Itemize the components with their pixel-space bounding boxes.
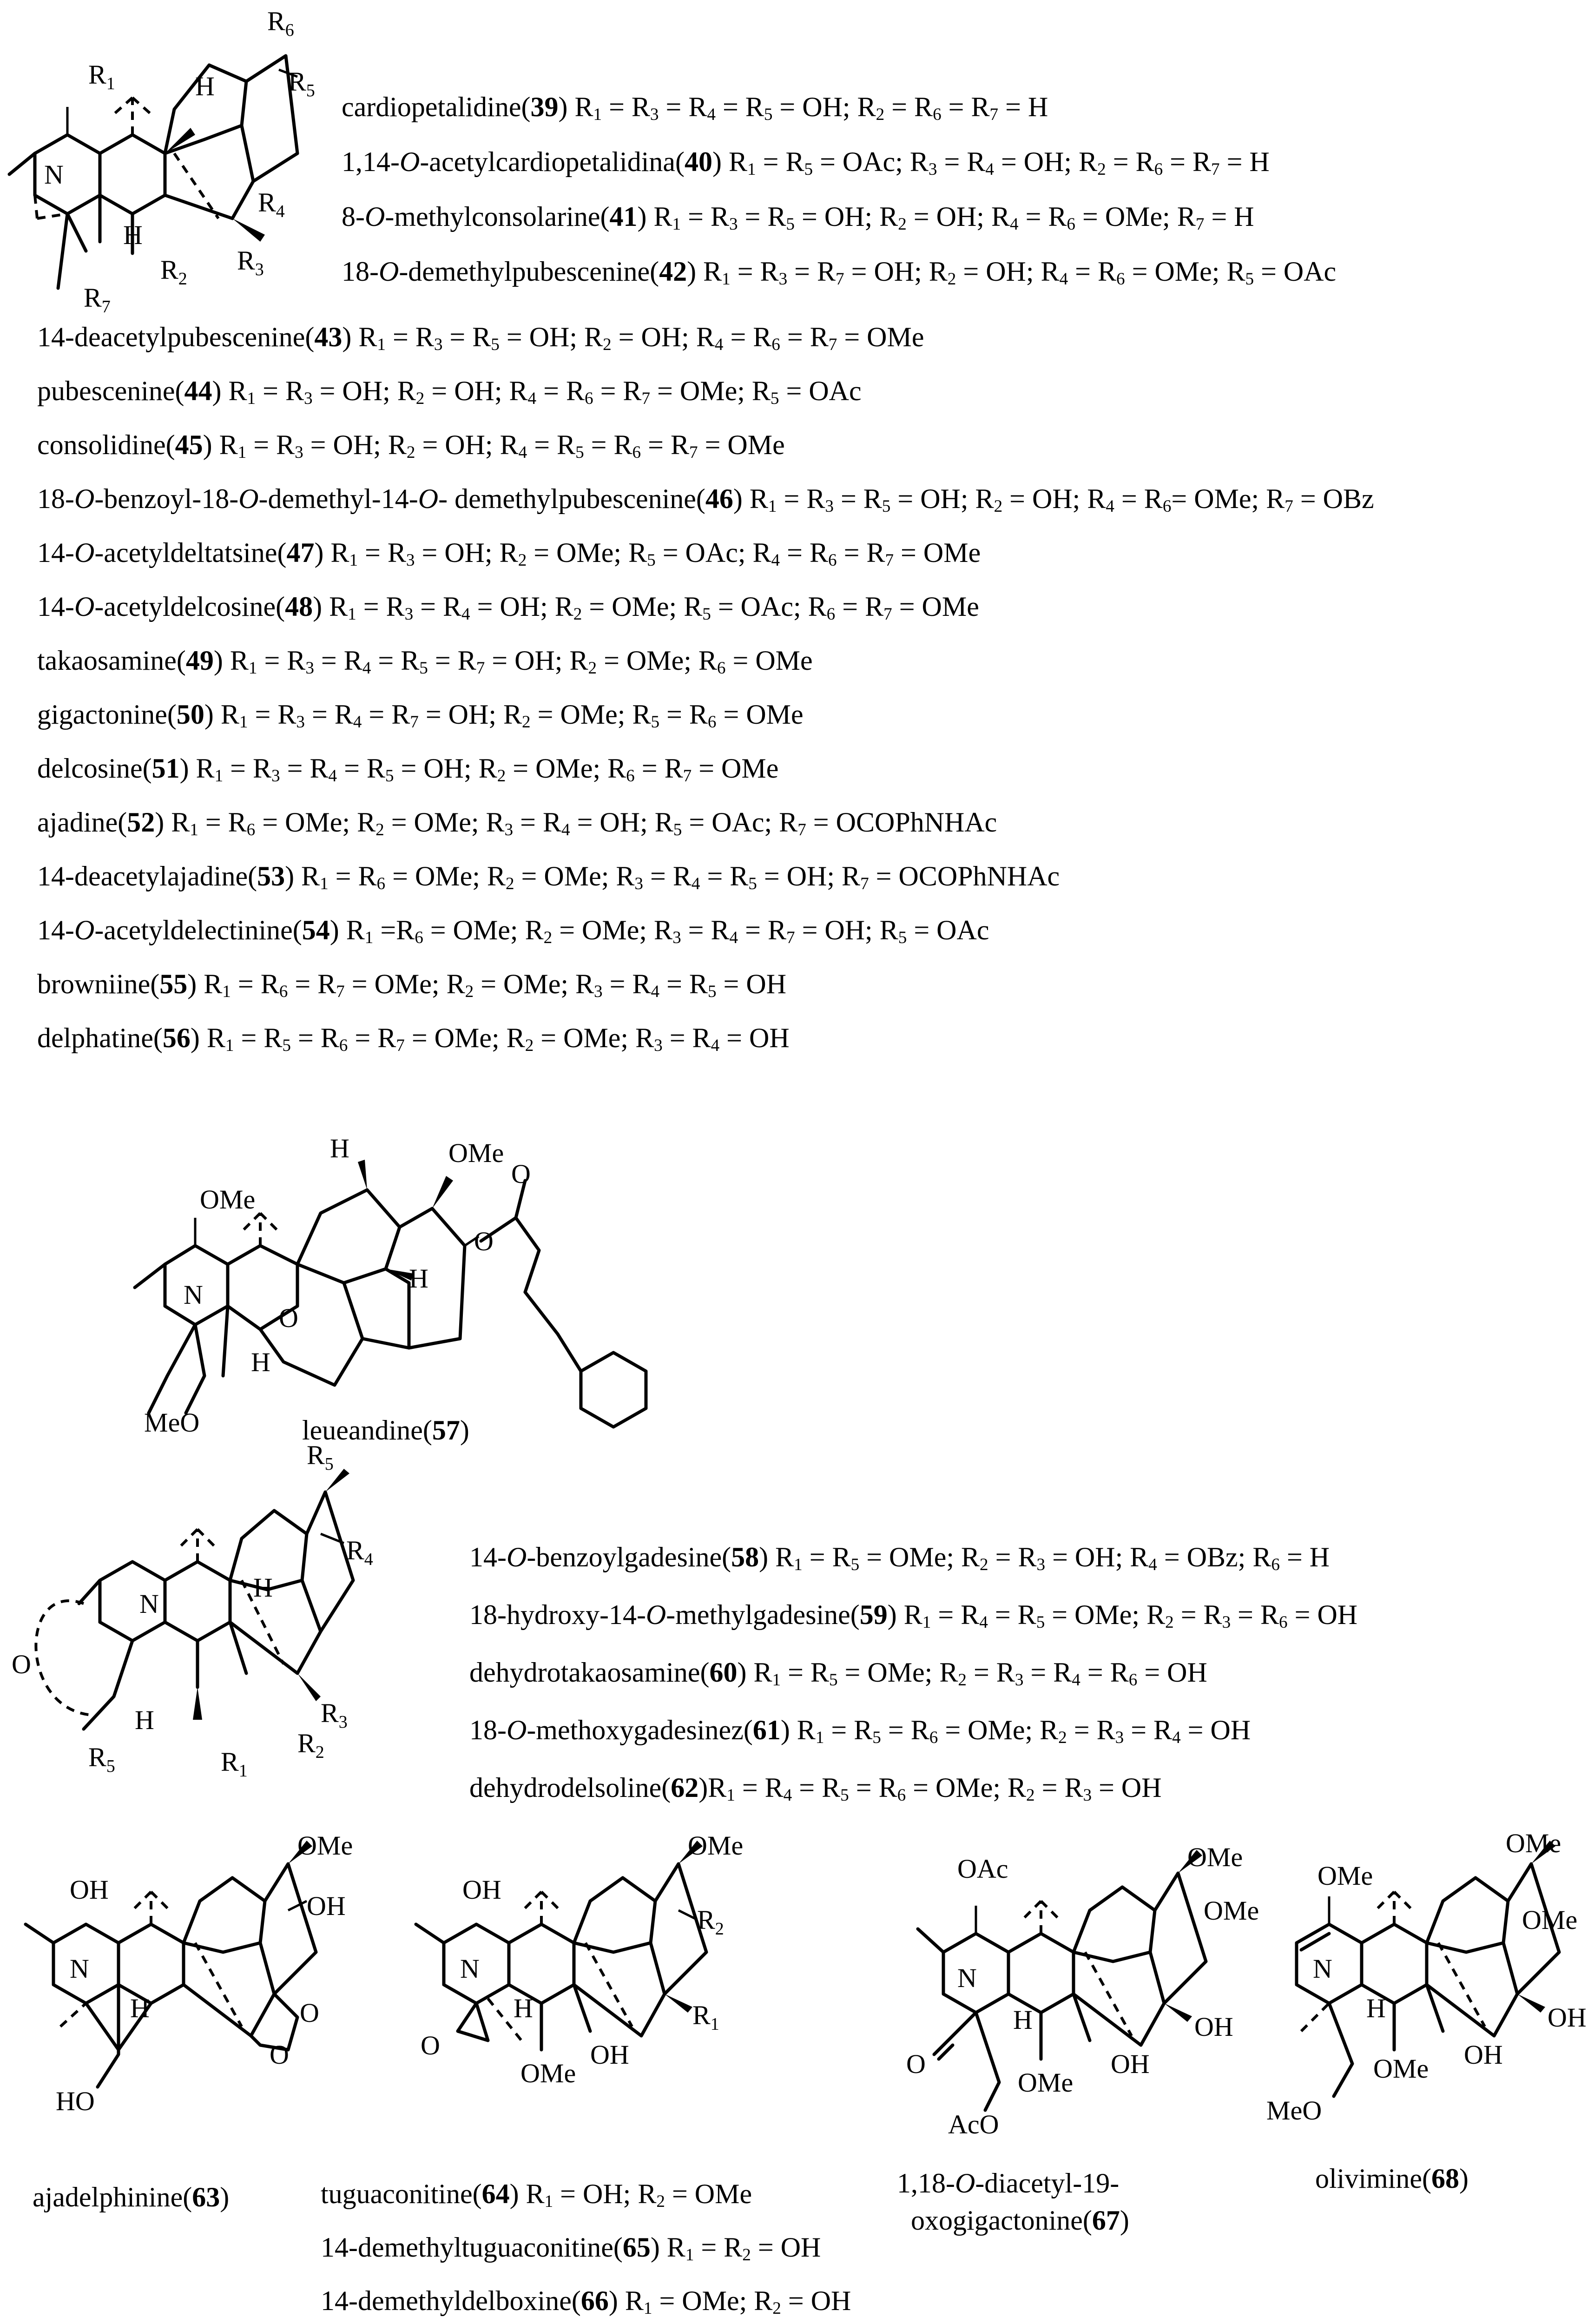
group1-r2-label: $R_2$ <box>160 255 187 289</box>
tuguaconitine-oh2: OH <box>590 2040 629 2070</box>
tuguaconitine-oh: OH <box>462 1875 501 1905</box>
ajadelphinine-o2: O <box>270 2040 289 2070</box>
olivimine-caption: olivimine(68) <box>1315 2163 1469 2194</box>
group1-compound-line: 14-deacetylpubescenine(43) $R_1 = R_3 = R_5$ = OH; $R_2$ = OH; $R_4 = R_6 = R_7$ = OMe <box>37 322 924 355</box>
olivimine-h: H <box>1366 1993 1386 2023</box>
tuguaconitine-n: N <box>460 1954 480 1984</box>
leueandine-ome-left: OMe <box>200 1184 256 1215</box>
diacetyl-ome3: OMe <box>1018 2067 1074 2098</box>
group2-compound-line: dehydrotakaosamine(60) $R_1 = R_5$ = OMe; $R_2 = R_3 = R_4 = R_6$ = OH <box>469 1657 1207 1690</box>
olivimine-ome4: OMe <box>1373 2053 1429 2084</box>
olivimine-n: N <box>1313 1954 1332 1984</box>
group1-r5-label: $R_5$ <box>288 66 315 100</box>
olivimine-ome2: OMe <box>1506 1828 1561 1858</box>
group1-compound-line: consolidine(45) $R_1 = R_3$ = OH; $R_2$ = OH; $R_4 = R_5 = R_6 = R_7$ = OMe <box>37 429 785 462</box>
ajadelphinine-oh2: OH <box>307 1891 346 1921</box>
diacetyl-oac: OAc <box>957 1854 1008 1884</box>
group1-compound-line: cardiopetalidine(39) $R_1 = R_3 = R_4 = R_5$ = OH; $R_2 = R_6 = R_7 = H$ <box>342 92 1048 125</box>
ajadelphinine-ome: OMe <box>297 1830 353 1861</box>
tuguaconitine-h: H <box>514 1993 533 2023</box>
group1-compound-line: ajadine(52) $R_1 = R_6$ = OMe; $R_2$ = OMe; $R_3 = R_4$ = OH; $R_5$ = OAc; $R_7$ = OCOPhNHAc <box>37 807 997 840</box>
olivimine-meo: MeO <box>1266 2095 1322 2126</box>
diacetyl-h: H <box>1013 2005 1033 2035</box>
group1-compound-line: pubescenine(44) $R_1 = R_3$ = OH; $R_2$ = OH; $R_4 = R_6 = R_7$ = OMe; $R_5$ = OAc <box>37 376 862 409</box>
diacetyl-n: N <box>957 1963 977 1993</box>
tuguaconitine-r2: $R_2$ <box>697 1905 724 1939</box>
diacetyl-caption-line1: 1,18-O-diacetyl-19- <box>897 2168 1120 2199</box>
diacetyl-ome1: OMe <box>1187 1842 1243 1872</box>
group2-compound-line: 18-hydroxy-14-O-methylgadesine(59) $R_1 = R_4 = R_5$ = OMe; $R_2 = R_3 = R_6$ = OH <box>469 1599 1358 1632</box>
group2-h-bottom: H <box>135 1705 154 1735</box>
group1-compound-line: 18-O-demethylpubescenine(42) $R_1 = R_3 = R_7$ = OH; $R_2$ = OH; $R_4 = R_6$ = OMe; $R_5$ = OAc <box>342 256 1337 289</box>
group1-compound-line: 14-O-acetyldeltatsine(47) $R_1 = R_3$ = OH; $R_2$ = OMe; $R_5$ = OAc; $R_4 = R_6 = R_7$ = OMe <box>37 537 981 570</box>
olivimine-oh1: OH <box>1548 2002 1587 2033</box>
tuguaconitine-r1: $R_1$ <box>692 2000 719 2034</box>
group1-compound-line: 18-O-benzoyl-18-O-demethyl-14-O- demethylpubescenine(46) $R_1 = R_3 = R_5$ = OH; $R_2$ = OH; $R_4 = R_6=$ OMe; $R_7$ = OBz <box>37 483 1374 516</box>
leueandine-h-c: H <box>251 1347 270 1377</box>
leueandine-o-ester: O <box>474 1226 494 1256</box>
group1-compound-line: gigactonine(50) $R_1 = R_3 = R_4 = R_7$ = OH; $R_2$ = OMe; $R_5 = R_6$ = OMe <box>37 699 804 732</box>
group1-compound-line: 8-O-methylconsolarine(41) $R_1 = R_3 = R_5$ = OH; $R_2$ = OH; $R_4 = R_6$ = OMe; $R_7 = H$ <box>342 201 1254 234</box>
group1-r4-label: $R_4$ <box>258 187 285 221</box>
group1-compound-line: delcosine(51) $R_1 = R_3 = R_4 = R_5$ = OH; $R_2$ = OMe; $R_6 = R_7$ = OMe <box>37 753 779 786</box>
tuguaconitine-caption-line: 14-demethyldelboxine(66) $R_1$ = OMe; $R_2$ = OH <box>321 2285 851 2318</box>
leueandine-ome-top: OMe <box>448 1138 504 1168</box>
group1-compound-line: takaosamine(49) $R_1 = R_3 = R_4 = R_5 = R_7$ = OH; $R_2$ = OMe; $R_6$ = OMe <box>37 645 813 678</box>
group2-r2: $R_2$ <box>297 1728 324 1762</box>
group1-compound-line: delphatine(56) $R_1 = R_5 = R_6 = R_7$ = OMe; $R_2$ = OMe; $R_3 = R_4$ = OH <box>37 1023 790 1056</box>
group1-r3-label: $R_3$ <box>237 245 264 279</box>
diacetyl-oh2: OH <box>1111 2049 1150 2079</box>
tuguaconitine-caption-line: 14-demethyltuguaconitine(65) $R_1 = R_2$ = OH <box>321 2232 821 2265</box>
tuguaconitine-caption-line: tuguaconitine(64) $R_1$ = OH; $R_2$ = OMe <box>321 2179 752 2212</box>
ajadelphinine-o1: O <box>300 1998 319 2028</box>
tuguaconitine-ome-bottom: OMe <box>520 2058 576 2088</box>
tuguaconitine-ome-top: OMe <box>688 1830 744 1861</box>
group2-n: N <box>139 1589 159 1619</box>
diacetyl-o: O <box>906 2049 926 2079</box>
leueandine-h-a: H <box>330 1133 349 1163</box>
group1-r1-label: $R_1$ <box>88 59 115 93</box>
leueandine-o-carbonyl: O <box>511 1159 531 1189</box>
leueandine-meo: MeO <box>144 1407 200 1438</box>
diacetyl-caption-line2: oxogigactonine(67) <box>911 2205 1129 2236</box>
group1-r6-label: $R_6$ <box>267 6 294 40</box>
group1-compound-line: 14-deacetylajadine(53) $R_1 = R_6$ = OMe; $R_2$ = OMe; $R_3 = R_4 = R_5$ = OH; $R_7$ = OCOPhNHAc <box>37 861 1060 894</box>
tuguaconitine-o: O <box>421 2030 440 2060</box>
ajadelphinine-h: H <box>130 1993 150 2023</box>
group1-compound-line: browniine(55) $R_1 = R_6 = R_7$ = OMe; $R_2$ = OMe; $R_3 = R_4 = R_5$ = OH <box>37 969 787 1002</box>
group2-compound-line: 18-O-methoxygadesinez(61) $R_1 = R_5 = R_6$ = OMe; $R_2 = R_3 = R_4$ = OH <box>469 1715 1251 1748</box>
group1-h-bottom-label: H <box>123 220 143 250</box>
diacetyl-ome2: OMe <box>1204 1895 1259 1926</box>
skeleton-tuguaconitine <box>416 1841 706 2050</box>
group2-r5-bottom: $R_5$ <box>88 1742 115 1776</box>
ajadelphinine-oh1: OH <box>70 1875 109 1905</box>
olivimine-oh2: OH <box>1464 2040 1503 2070</box>
group1-h-top-label: H <box>195 71 215 101</box>
olivimine-ome1: OMe <box>1317 1861 1373 1891</box>
group1-compound-line: 14-O-acetyldelcosine(48) $R_1 = R_3 = R_4$ = OH; $R_2$ = OMe; $R_5$ = OAc; $R_6 = R_7$ = OMe <box>37 591 979 624</box>
group2-h-top: H <box>253 1572 273 1603</box>
group2-r5-top: $R_5$ <box>307 1440 334 1474</box>
group2-compound-line: 14-O-benzoylgadesine(58) $R_1 = R_5$ = OMe; $R_2 = R_3$ = OH; $R_4$ = OBz; $R_6 = H$ <box>469 1542 1330 1575</box>
leueandine-h-b: H <box>409 1263 428 1294</box>
group2-r3: $R_3$ <box>321 1698 348 1732</box>
diacetyl-aco: AcO <box>948 2109 999 2139</box>
group1-compound-line: 14-O-acetyldelectinine(54) $R_1 =R_6$ = OMe; $R_2$ = OMe; $R_3 = R_4 = R_7$ = OH; $R_5$ = OAc <box>37 915 989 948</box>
group2-o: O <box>12 1649 31 1679</box>
leueandine-n: N <box>184 1280 203 1310</box>
leueandine-caption: leueandine(57) <box>302 1415 469 1446</box>
group1-n-label: N <box>44 159 64 190</box>
olivimine-ome3: OMe <box>1522 1905 1578 1935</box>
leueandine-o-ring: O <box>279 1303 298 1333</box>
ajadelphinine-n: N <box>70 1954 89 1984</box>
diacetyl-oh1: OH <box>1194 2012 1233 2042</box>
group1-compound-line: 1,14-O-acetylcardiopetalidina(40) $R_1 = R_5$ = OAc; $R_3 = R_4$ = OH; $R_2 = R_6 = R_7 = H$ <box>342 146 1270 179</box>
group2-r1: $R_1$ <box>221 1747 248 1781</box>
group2-compound-line: $dehydrodelsoline(62)R_1 = R_4 = R_5 = R_6$ = OMe; $R_2 = R_3$ = OH <box>469 1772 1162 1805</box>
ajadelphinine-caption: ajadelphinine(63) <box>33 2182 230 2212</box>
ajadelphinine-ho: HO <box>56 2086 95 2116</box>
group2-r4: $R_4$ <box>346 1535 373 1569</box>
group1-r7-label: $R_7$ <box>84 283 111 317</box>
